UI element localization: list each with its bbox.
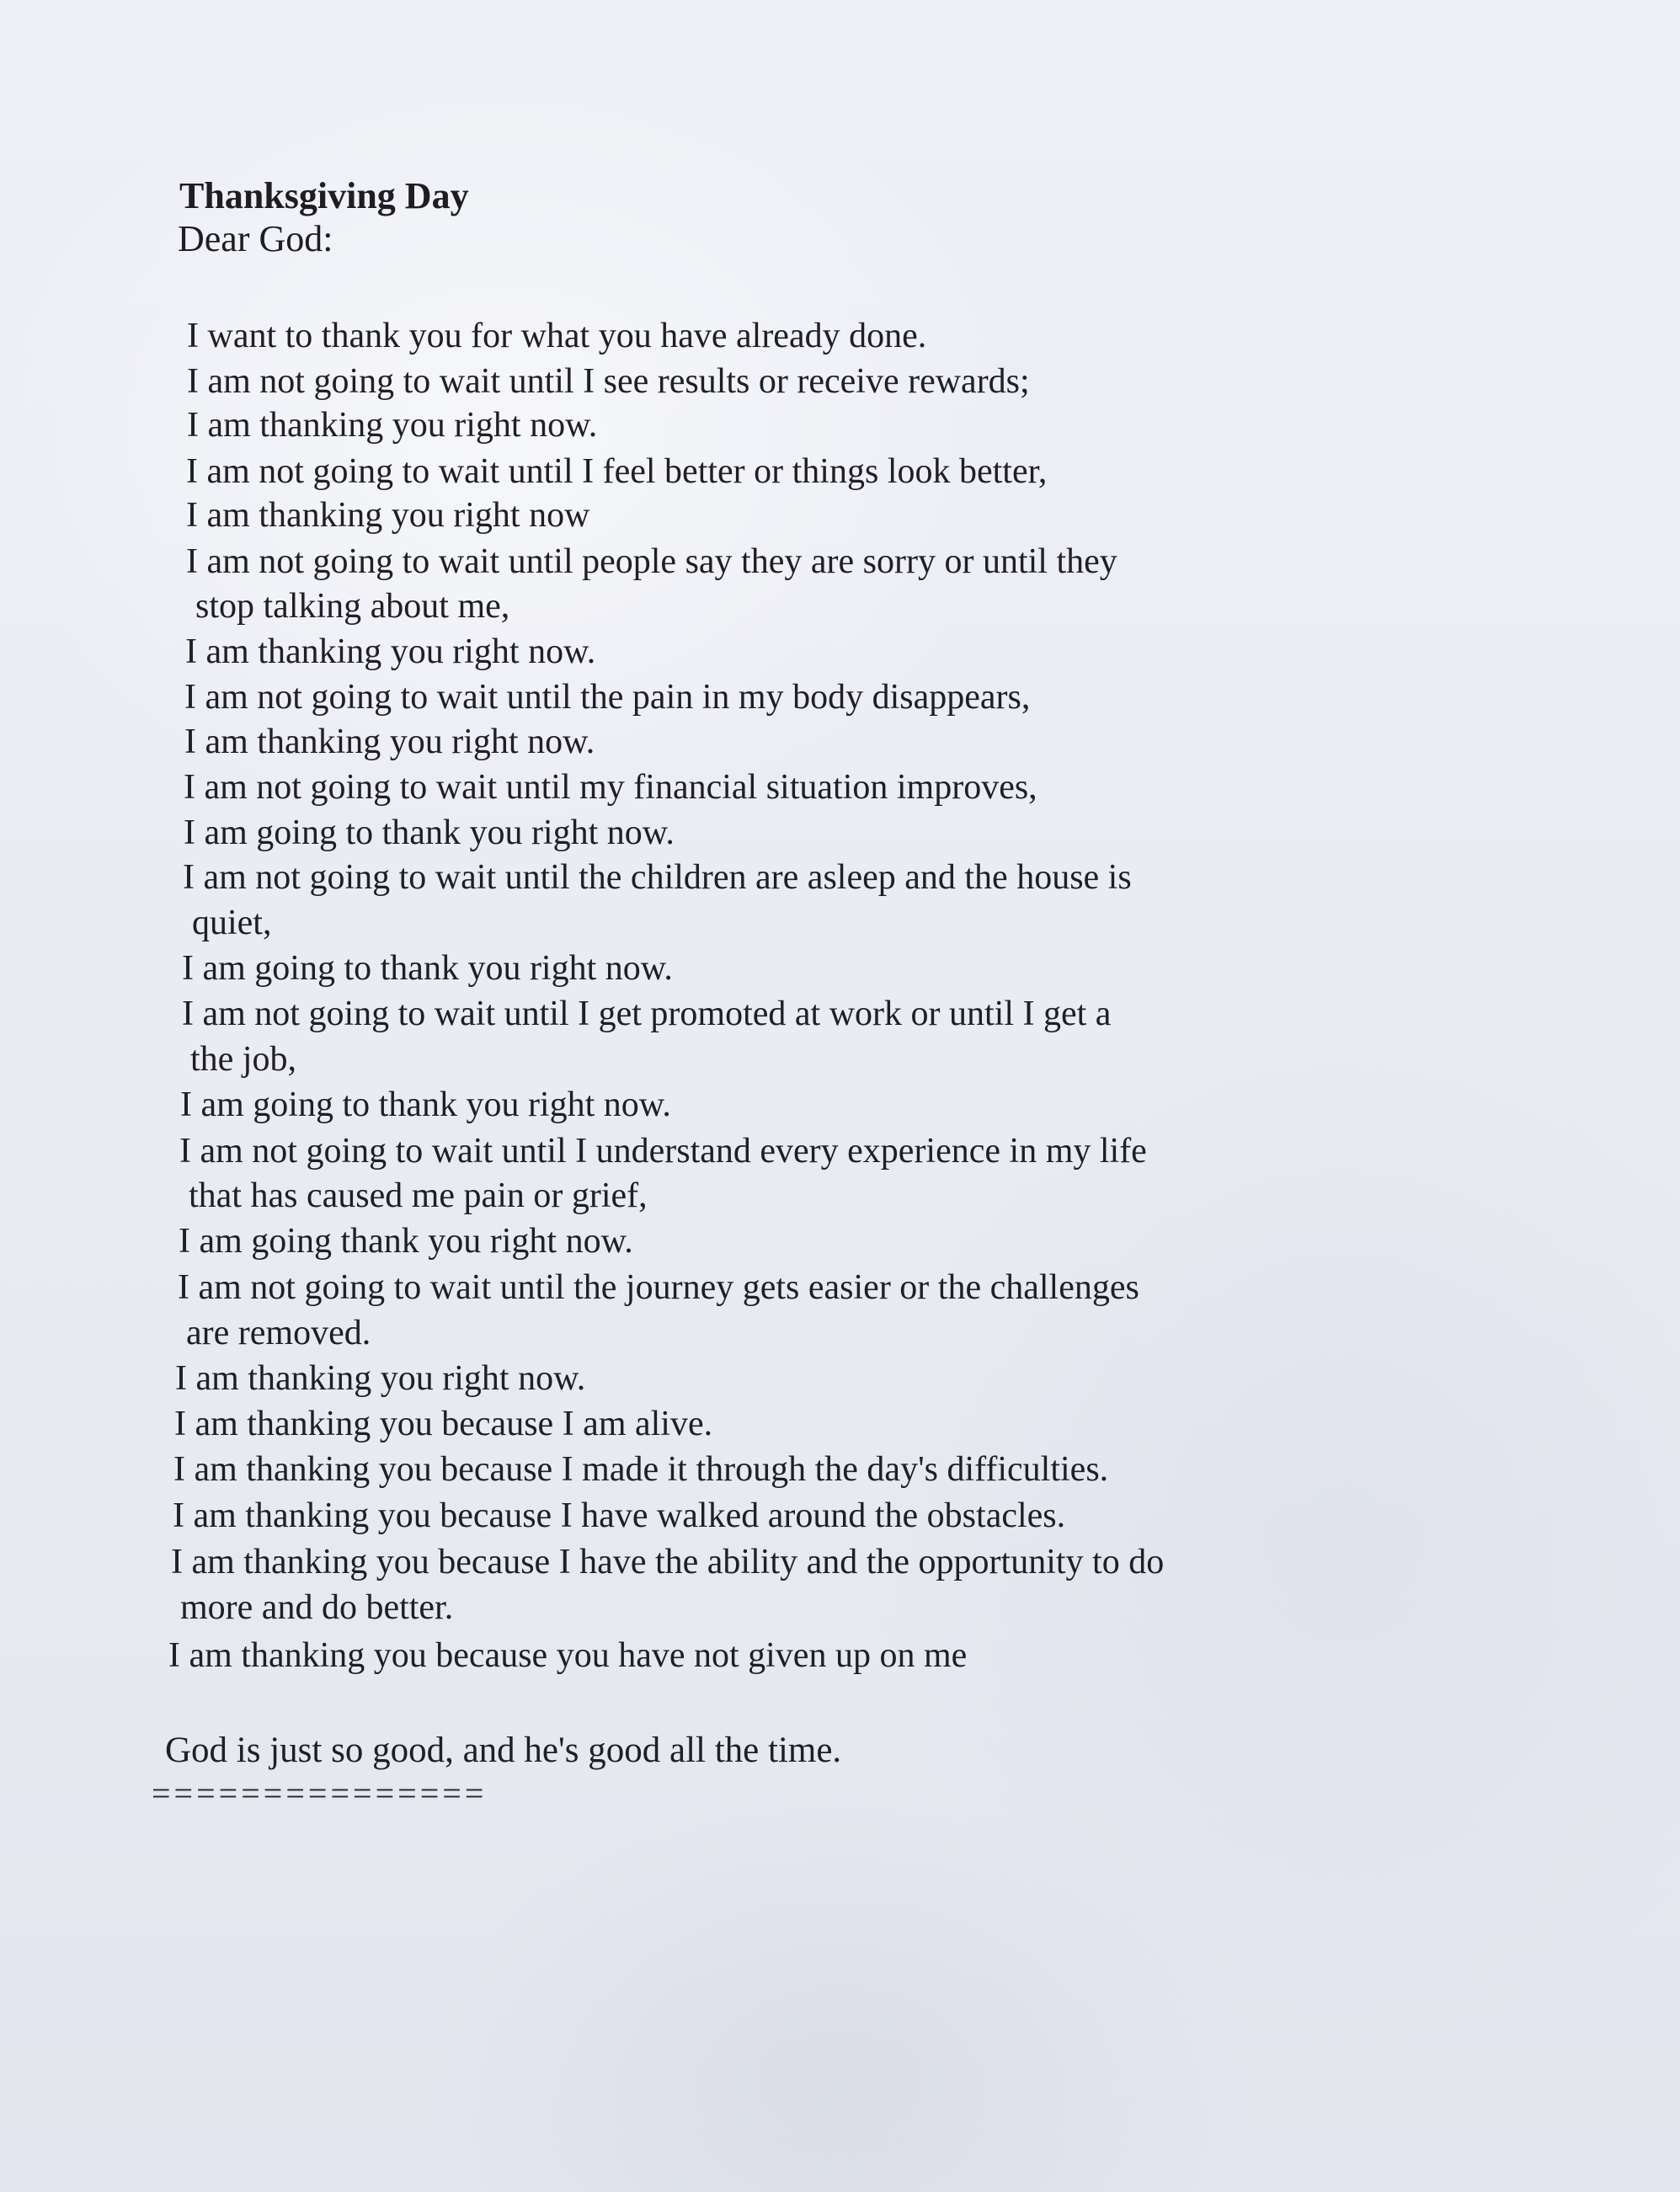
body-line: I am thanking you right now. (184, 723, 595, 761)
double-rule-divider: =============== (152, 1774, 488, 1812)
body-line: I am not going to wait until I see results or receive rewards; (187, 362, 1030, 401)
body-line: I am thanking you because I made it through the day's difficulties. (173, 1450, 1109, 1489)
salutation: Dear God: (178, 218, 333, 259)
body-line: I am not going to wait until I get promoted at work or until I get a (182, 995, 1112, 1033)
body-line-continuation: quiet, (192, 904, 272, 942)
body-line-continuation: that has caused me pain or grief, (189, 1176, 648, 1215)
body-line: I am not going to wait until my financial situation improves, (184, 768, 1037, 807)
body-line: I am thanking you because I have walked around the obstacles. (173, 1496, 1066, 1535)
body-line: I want to thank you for what you have already done. (187, 317, 927, 355)
body-line: I am going to thank you right now. (182, 949, 673, 988)
body-line: I am thanking you because I have the ability and the opportunity to do (171, 1543, 1165, 1581)
body-line: I am thanking you because I am alive. (174, 1405, 713, 1443)
document-title: Thanksgiving Day (179, 175, 469, 216)
body-line: I am not going to wait until people say they are sorry or until they (186, 542, 1117, 581)
body-line: I am going thank you right now. (179, 1222, 633, 1261)
body-line: I am thanking you right now. (185, 632, 596, 671)
body-line: I am thanking you right now. (187, 406, 598, 445)
body-line: I am not going to wait until the journey gets easier or the challenges (178, 1268, 1139, 1307)
body-line: I am not going to wait until I feel better or things look better, (186, 452, 1048, 491)
body-line-continuation: are removed. (186, 1314, 371, 1352)
body-line: I am going to thank you right now. (180, 1085, 671, 1124)
body-line: I am not going to wait until the children are asleep and the house is (183, 858, 1132, 897)
body-line: I am going to thank you right now. (184, 813, 675, 852)
body-line: I am not going to wait until I understand every experience in my life (179, 1132, 1147, 1171)
body-line-continuation: stop talking about me, (195, 587, 510, 626)
body-line-continuation: the job, (190, 1040, 296, 1079)
body-line: I am thanking you right now. (175, 1359, 586, 1398)
body-line: I am thanking you right now (186, 496, 590, 535)
body-line-continuation: more and do better. (180, 1588, 454, 1627)
body-line: I am thanking you because you have not given up on me (168, 1636, 968, 1675)
body-line: I am not going to wait until the pain in my body disappears, (184, 678, 1031, 717)
closing-line: God is just so good, and he's good all the time. (165, 1731, 842, 1770)
